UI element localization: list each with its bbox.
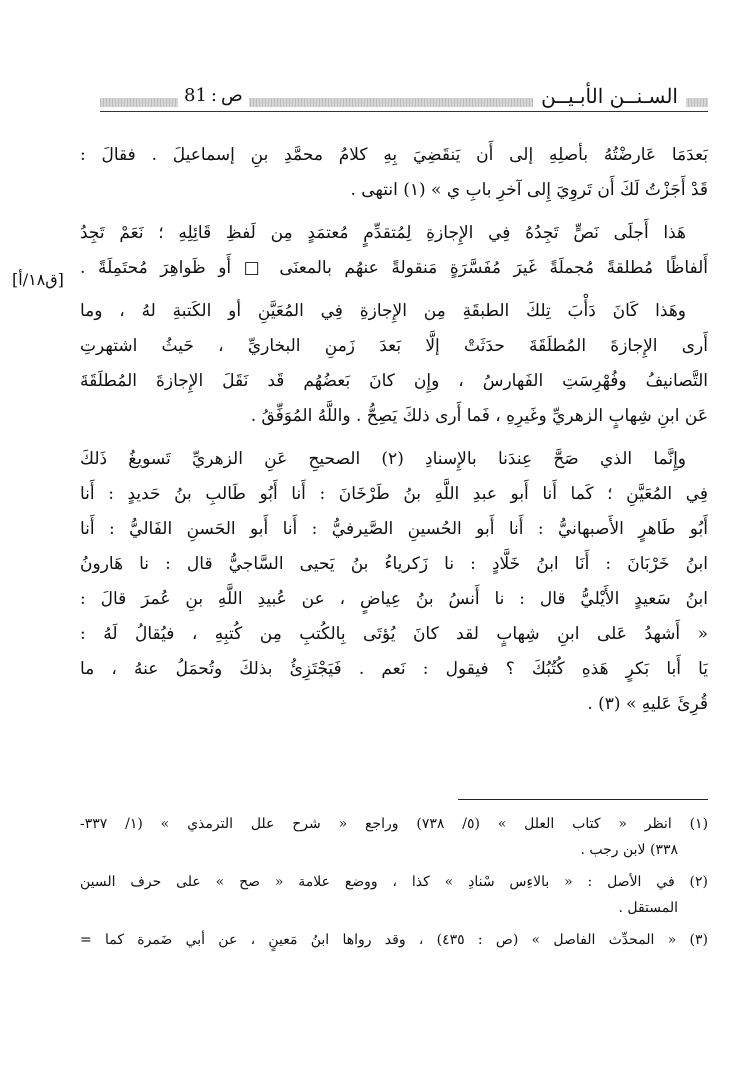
footnote-line bbox=[80, 927, 708, 953]
footnote-number: (٢) bbox=[689, 874, 708, 890]
text-line: التَّصانيفُ وفُهْرِسَتِ الفَهارسُ ، وإِن كانَ بَعضُهُم قَد نَقَلَ الإِجازةَ المُطلَقَةَ bbox=[80, 371, 708, 391]
text-line: فِي المُعَيَّنِ ؛ كَما أَنا أَبو عبدِ اللَّهِ بنُ طَرْخَانَ : أَنا أَبُو طَالبِ بنُ حَديدٍ : أَنا bbox=[80, 484, 708, 504]
page-prefix: ص bbox=[220, 85, 243, 106]
text-line: قُرِئَ عَليهِ » (٣) . bbox=[587, 694, 708, 714]
text-line: أَبُو طَاهرٍ الأَصبهانيُّ : أَنا أَبو الحُسينِ الصَّيرفيُّ : أَنا أَبو الحَسنِ الفَاليُّ : أَنا bbox=[80, 519, 708, 539]
footnote-line bbox=[80, 811, 708, 837]
text-line: وإِنَّما الذي صَحَّ عِندَنا بالإِسنادِ (٢) الصحيحِ عَنِ الزهريِّ تَسويغُ ذَلكَ bbox=[80, 449, 686, 469]
text-line: هَذا أَجلَى نَصٍّ تَجِدُهُ فِي الإِجازةِ لِمُتقدِّمٍ مُعتمَدٍ مِن لَفظِ قَائِلِهِ ؛ نَعَمْ تَجِدُ bbox=[80, 223, 686, 243]
text-line: يَا أَبا بَكرٍ هَذهِ كُتُبُكَ ؟ فيقول : نَعم . فَيَجْتَزِئُ بذلكَ وتُحمَلُ عنهُ ، ما bbox=[80, 659, 708, 679]
margin-note: [ق١٨/أ] bbox=[12, 270, 64, 289]
text-line: ابنُ سَعيدٍ الأَيْليُّ قال : نا أَنسُ بنُ عِياضٍ ، عن عُبيدِ اللَّهِ بنِ عُمرَ قالَ : bbox=[80, 589, 708, 609]
page-separator: : bbox=[210, 85, 217, 106]
page-number-label bbox=[178, 84, 249, 108]
footnote-line: ٣٣٨) لابن رجب . bbox=[580, 842, 678, 858]
footnote-number: (٣) bbox=[689, 932, 709, 948]
text-line: وهَذا كَانَ دَأْبَ تِلكَ الطبقَةِ مِن الإِجازةِ فِي المُعَيَّنِ أو الكَتبةِ لهُ ، وما bbox=[80, 301, 686, 321]
text-line: أَلفاظًا مُطلقةً مُجملَةً غَيرَ مُفَسَّرَةٍ مَنقولةً عنهُم بالمعنَى □ أَو ظَواهِرَ مُحتَمِلَةً . bbox=[80, 258, 708, 278]
running-header bbox=[100, 86, 708, 112]
footnote-text: في الأصل : « بالاءِس سْنادِ » كذا ، ووضع علامة « صح » على حرف السين bbox=[80, 874, 675, 890]
footnotes bbox=[80, 811, 708, 953]
footnote-text: « المحدِّث الفاصل » (ص : ٤٣٥) ، وقد رواها ابنُ مَعينٍ ، عن أبي ضَمرة كما = bbox=[80, 932, 677, 948]
footnote-line: المستقل . bbox=[618, 900, 678, 916]
footnote-number: (١) bbox=[689, 816, 709, 832]
text-line: بَعدَمَا عَارضْتُهُ بأصلِهِ إلى أَن يَنقَضِيَ بِهِ كلامُ محمَّدِ بنِ إسماعيلَ . فقالَ : bbox=[80, 145, 708, 165]
text-line: عَن ابنِ شِهابٍ الزهريِّ وغَيرِهِ ، فَما أَرى ذلكَ يَصِحُّ . واللَّهُ المُوَفِّقُ . bbox=[250, 406, 708, 426]
text-line: « أَشهدُ عَلى ابنِ شِهابٍ لقد كانَ يُؤتَى بِالكُتبِ مِن كُتبِهِ ، فيُقالُ لَهُ : bbox=[80, 624, 708, 644]
footnote-separator bbox=[458, 799, 708, 800]
text-line: ابنُ خَرْبَانَ : أَنَا ابنُ خَلَّادٍ : نا زَكرياءُ بنُ يَحيى السَّاجيُّ قال : نا هَارونُ bbox=[80, 554, 708, 574]
main-text bbox=[80, 138, 708, 722]
text-line: أَرى الإِجازةَ المُطلَقَةَ حدَثَتْ إلَّا بَعدَ زَمنِ البخاريِّ ، حَيثُ اشتهرتِ bbox=[80, 336, 708, 356]
text-line: قَدْ أَجَزْتُ لَكَ أَن تَروِيَ إِلى آخرِ بابِ ي » (١) انتهى . bbox=[350, 180, 708, 200]
footnote-line bbox=[80, 869, 708, 895]
book-title: السـنــن الأبـيــن bbox=[533, 84, 686, 108]
page-number: 81 bbox=[184, 85, 207, 106]
footnote-text: انظر « كتاب العلل » (٥/ ٧٣٨) وراجع « شرح علل الترمذي » (١/ ٣٣٧- bbox=[80, 816, 672, 832]
header-underline bbox=[100, 111, 708, 112]
